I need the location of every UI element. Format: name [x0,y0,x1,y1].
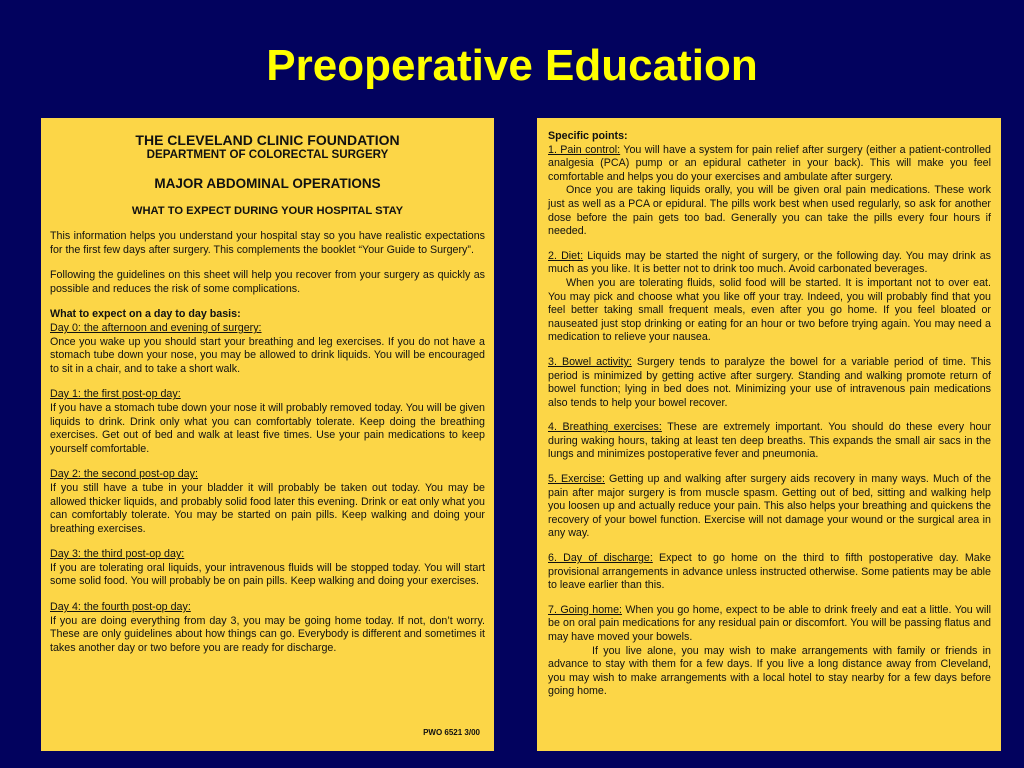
point-7-text: When you go home, expect to be able to drink freely and eat a little. You will be on oral pain medications for any residual pain or discomfort. You will be passing flatus and may have moved your bowels. [548,603,992,643]
point-3-label: 3. Bowel activity: [548,355,632,368]
point-2 [548,250,991,277]
day-1-text: If you have a stomach tube down your nose it will probably removed today. You will be given liquids to drink. Drink only what you can comfortably tolerate. Keep doing the breathing exercises. Get out of bed and walk at least five times. Use your pain medications to keep yourself comfortable. [50,401,485,455]
day-3-title: Day 3: the third post-op day: [50,548,185,561]
point-5-label: 5. Exercise: [548,473,605,486]
point-5 [548,473,991,541]
point-6 [548,552,991,593]
specific-points-heading: Specific points: [548,130,628,142]
org-name: THE CLEVELAND CLINIC FOUNDATION [135,132,400,148]
intro-paragraph-2: Following the guidelines on this sheet will help you recover from your surgery as quickly as possible and reduces the risk of some complications. [50,269,485,295]
point-2-text: Liquids may be started the night of surgery, or the following day. You may drink as much as you like. It is better not to drink too much. Avoid carbonated beverages. [548,249,991,276]
left-document-page [41,118,494,751]
department-name: DEPARTMENT OF COLORECTAL SURGERY [146,148,389,161]
day-0-title: Day 0: the afternoon and evening of surgery: [50,321,262,334]
point-6-text: Expect to go home on the third to fifth postoperative day. Make provisional arrangements in advance unless instructed otherwise. Some patients may be able to leave earlier than this. [548,552,991,592]
slide-title: Preoperative Education [266,41,758,90]
day-4-title: Day 4: the fourth post-op day: [50,601,191,614]
point-6-label: 6. Day of discharge: [548,552,653,565]
point-3-text: Surgery tends to paralyze the bowel for a variable period of time. This period is minimized by getting active after surgery. Standing and walking promote return of bowel function; lying in bed does not. Minimizing your use of intravenous pain medications also tends to help your bowel recover. [548,355,991,409]
point-7 [548,604,991,645]
document-subheading: WHAT TO EXPECT DURING YOUR HOSPITAL STAY [131,205,404,217]
point-1-text: You will have a system for pain relief after surgery (either a patient-controlled analgesia (PCA) pump or an epidural catheter in your back). This will make you feel comfortable and helps you do your exercises and ambulate after surgery. [548,143,991,183]
point-1 [548,144,991,185]
day-4-text: If you are doing everything from day 3, you may be going home today. If not, don’t worry. These are only guidelines about how things can go. Everybody is different and sometimes it takes another day or two before you are ready for discharge. [50,614,485,654]
point-7-extra: If you live alone, you may wish to make arrangements with family or friends in advance to stay with them for a few days. If you live a long distance away from Cleveland, you may wish to make arrangements with a local hotel to stay nearby for a few days before going home. [548,644,991,698]
day-1-title: Day 1: the first post-op day: [50,388,181,401]
point-4 [548,421,991,462]
expect-heading: What to expect on a day to day basis: [50,308,241,321]
point-4-label: 4. Breathing exercises: [548,421,662,434]
point-3 [548,356,991,410]
day-2-title: Day 2: the second post-op day: [50,468,198,481]
intro-paragraph-1: This information helps you understand your hospital stay so you have realistic expectations for the first few days after surgery. This complements the booklet “Your Guide to Surgery”. [50,230,485,256]
day-2-text: If you still have a tube in your bladder it will probably be taken out today. You may be allowed thicker liquids, and probably solid food later this evening. Drink or eat only what you can comfortably tolerate. You may be started on pain pills. Keep walking and doing your breathing exercises. [50,481,485,535]
point-4-text: These are extremely important. You should do these every hour during waking hours, taking at least ten deep breaths. This expands the small air sacs in the lungs and minimizes postoperative fever and pneumonia. [548,421,992,461]
right-document-page [537,118,1001,751]
point-7-label: 7. Going home: [548,603,622,616]
day-3-text: If you are tolerating oral liquids, your intravenous fluids will be stopped today. You will start some solid food. You will probably be on pain pills. Keep walking and doing your exercises. [50,561,485,588]
day-0-text: Once you wake up you should start your breathing and leg exercises. If you do not have a stomach tube down your nose, you may be allowed to drink liquids. You will be encouraged to sit in a chair, and to take a short walk. [50,335,485,375]
form-code: PWO 6521 3/00 [423,728,480,737]
point-2-extra: When you are tolerating fluids, solid food will be started. It is important not to over eat. You may pick and choose what you like off your tray. Indeed, you will probably find that you feel better taking small frequent meals, even after you go home. If you feel bloated or nauseated just stop drinking or eating for an hour or two before trying again. You may need a medication to relieve your nausea. [548,276,991,344]
point-5-text: Getting up and walking after surgery aids recovery in many ways. Much of the pain after major surgery is from muscle spasm. Getting out of bed, sitting and walking help you loosen up and actually reduce your pain. This also helps your breathing and quickens the recovery of your bowel function. Exercise will not damage your wound or the surgical area in any way. [548,473,991,540]
point-2-label: 2. Diet: [548,249,584,262]
document-heading: MAJOR ABDOMINAL OPERATIONS [154,176,381,191]
point-1-label: 1. Pain control: [548,143,621,156]
point-1-extra: Once you are taking liquids orally, you will be given oral pain medications. These work just as well as a PCA or epidural. The pills work best when used regularly, so ask for another dose before the pain gets too bad. Generally you can take the pills every four hours if needed. [548,184,991,238]
